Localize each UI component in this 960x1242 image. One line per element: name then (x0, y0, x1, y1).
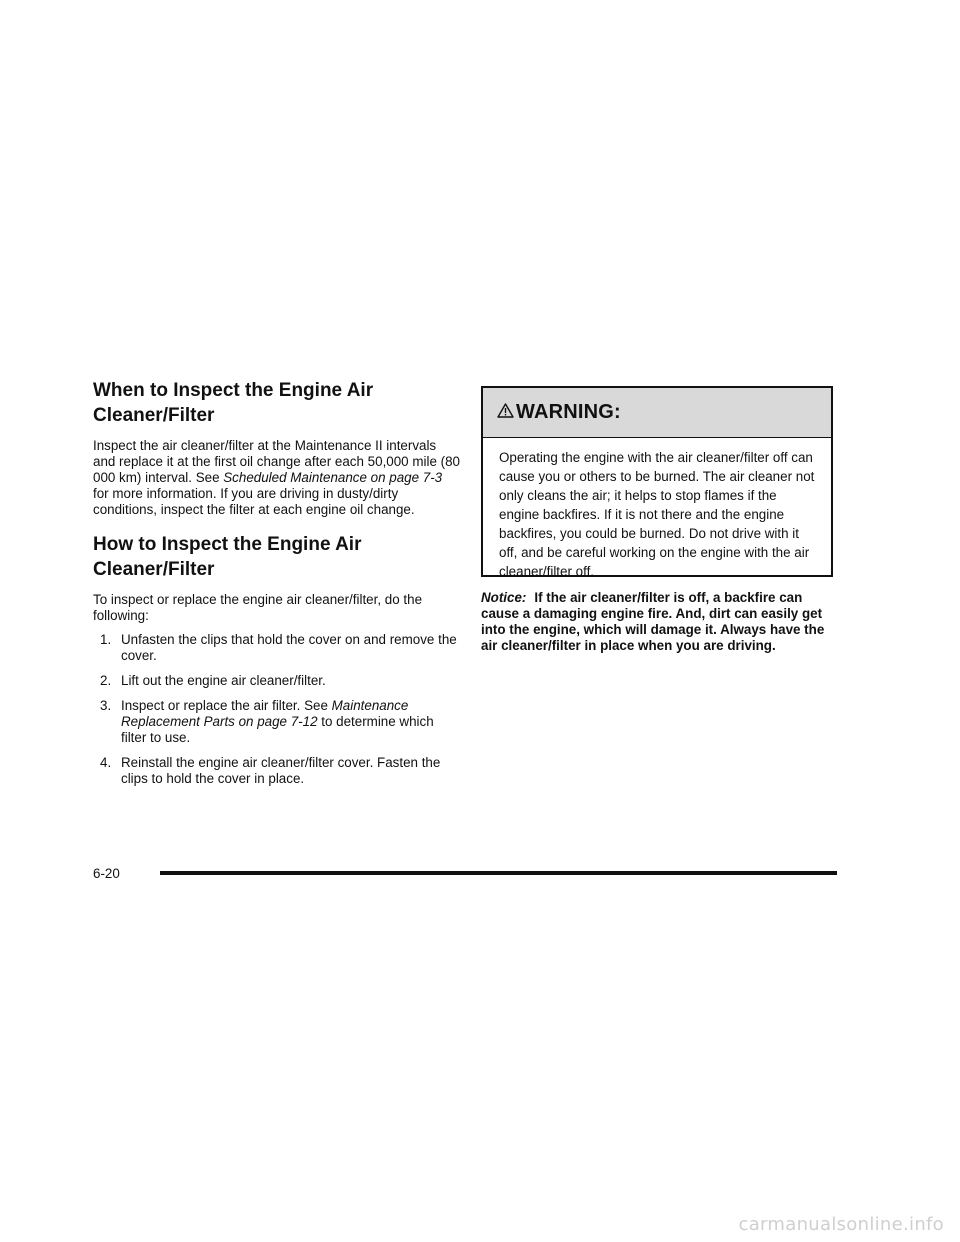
warning-header (483, 388, 831, 438)
list-item: 2. Lift out the engine air cleaner/filter. (100, 673, 326, 688)
left-column (93, 378, 460, 796)
watermark-text: carmanualsonline.info (738, 1214, 944, 1235)
warning-triangle-icon (497, 403, 514, 423)
how-to-intro: To inspect or replace the engine air cleaner/filter, do the following: (93, 592, 423, 623)
section-heading-when-to-inspect: When to Inspect the Engine Air Cleaner/Filter (93, 380, 374, 426)
notice-label: Notice: (481, 590, 527, 605)
section-heading-how-to-inspect: How to Inspect the Engine Air Cleaner/Filter (93, 534, 362, 580)
list-item: 1. Unfasten the clips that hold the cover on and remove the cover. (100, 632, 457, 663)
inspection-interval-paragraph: Inspect the air cleaner/filter at the Maintenance II intervals and replace it at the first oil change after each 50,000 mile (80 000 km) interval. See Scheduled Maintenance on page 7-3 for more information. If you are driving in dusty/dirty conditions, inspect the filter at each engine oil change. (93, 438, 460, 517)
steps-list (93, 632, 460, 787)
list-item: 3. Inspect or replace the air filter. See Maintenance Replacement Parts on page 7-12 to determine which filter to use. (100, 698, 434, 745)
replacement-parts-link[interactable]: Maintenance Replacement Parts on page 7-12 (121, 698, 409, 729)
footer-rule (160, 871, 837, 875)
warning-box (481, 386, 833, 577)
warning-body: Operating the engine with the air cleaner/filter off can cause you or others to be burned. The air cleaner not only cleans the air; it helps to stop flames if the engine backfires. If it is not there and the engine backfires, you could be burned. Do not drive with it off, and be careful working on the engine with the air cleaner/filter off. (499, 450, 815, 579)
scheduled-maintenance-link[interactable]: Scheduled Maintenance on page 7-3 (223, 470, 443, 485)
page-number: 6-20 (93, 866, 120, 881)
right-column (481, 386, 837, 654)
notice-paragraph: Notice: If the air cleaner/filter is off, a backfire can cause a damaging engine fire. And, dirt can easily get into the engine, which will damage it. Always have the air cleaner/filter in place when you are driving. (481, 590, 825, 653)
warning-title: WARNING: (516, 401, 621, 423)
list-item: 4. Reinstall the engine air cleaner/filter cover. Fasten the clips to hold the cover in place. (100, 755, 441, 786)
